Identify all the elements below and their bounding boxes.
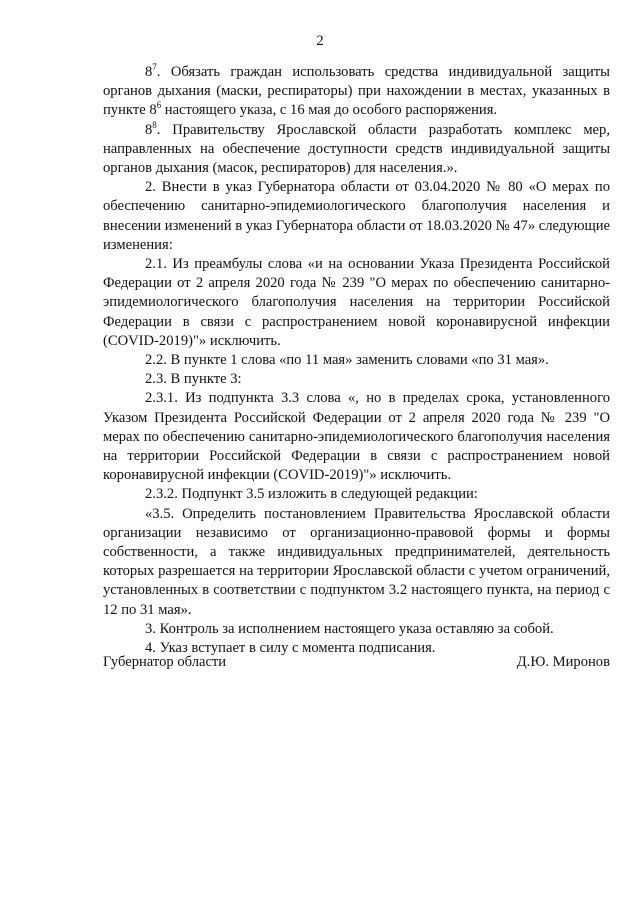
paragraph-2: 2. Внести в указ Губернатора области от 03.04.2020 № 80 «О мерах по обеспечению санитарно-эпидемиологического благополучия населения и внесении изменений в указ Губернатора области от 18.03.2020 № 47» следующие изменения: <box>103 179 610 253</box>
superscript: 6 <box>156 100 162 111</box>
superscript: 8 <box>152 119 157 130</box>
superscript: 7 <box>152 62 157 72</box>
paragraph-2-2: 2.2. В пункте 1 слова «по 11 мая» заменить словами «по 31 мая». <box>145 352 549 369</box>
paragraph-3: 3. Контроль за исполнением настоящего указа оставляю за собой. <box>145 620 554 637</box>
signatory-title: Губернатор области <box>103 654 227 670</box>
paragraph-8-7: $8^7$. Обязать граждан использовать средства индивидуальной защиты органов дыхания (маски, респираторы) при нахождении в местах, указанных в пункте $8^6$ настоящего указа, с 16 мая до особого распоряжения. <box>103 62 610 119</box>
signatory-name: Д.Ю. Миронов <box>516 654 610 670</box>
document-body <box>103 63 610 658</box>
paragraph-2-1: 2.1. Из преамбулы слова «и на основании Указа Президента Российской Федерации от 2 апреля 2020 года № 239 "О мерах по обеспечению санитарно-эпидемиологического благополучия населения на территории Российской Федерации в связи с распространением новой коронавирусной инфекции (COVID-2019)"» исключить. <box>103 256 610 349</box>
signature-block <box>103 653 610 672</box>
paragraph-3-5-quote: «3.5. Определить постановлением Правительства Ярославской области организации независимо от организационно-правовой формы и формы собственности, а также индивидуальных предпринимателей, деятельность которых разрешается на территории Ярославской области с учетом ограничений, установленных в соответствии с подпунктом 3.2 настоящего пункта, на период с 12 по 31 мая». <box>103 505 610 618</box>
page-number: 2 <box>316 33 324 49</box>
paragraph-4: 4. Указ вступает в силу с момента подписания. <box>145 640 436 657</box>
paragraph-8-8: $8^8$. Правительству Ярославской области разработать комплекс мер, направленных на обеспечение доступности средств индивидуальной защиты органов дыхания (масок, респираторов) для населения.». <box>103 119 610 177</box>
paragraph-2-3-2: 2.3.2. Подпункт 3.5 изложить в следующей редакции: <box>145 486 478 503</box>
paragraph-2-3-1: 2.3.1. Из подпункта 3.3 слова «, но в пределах срока, установленного Указом Президента Российской Федерации от 2 апреля 2020 года № 239 "О мерах по обеспечению санитарно-эпидемиологического благополучия населения на территории Российской Федерации в связи с распространением новой коронавирусной инфекции (COVID-2019)"» исключить. <box>103 390 610 484</box>
paragraph-2-3: 2.3. В пункте 3: <box>145 371 242 388</box>
